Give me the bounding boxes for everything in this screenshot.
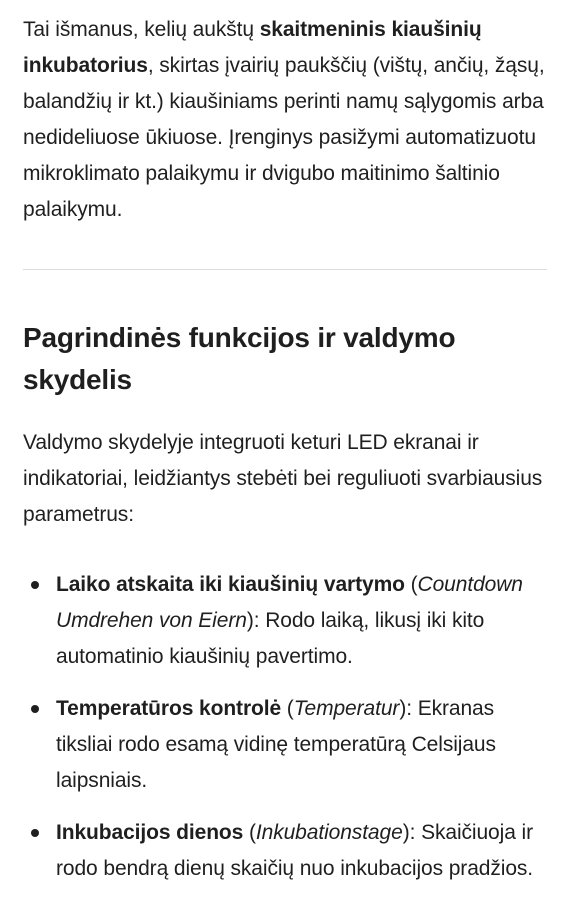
feature-title: Laiko atskaita iki kiaušinių vartymo: [56, 573, 405, 596]
paren-open: (: [281, 697, 294, 720]
bullet-icon: [31, 829, 39, 837]
paren-open: (: [404, 573, 418, 596]
paren-close: ):: [402, 821, 422, 844]
bullet-icon: [31, 705, 39, 713]
paren-open: (: [243, 821, 256, 844]
feature-original-term: Inkubationstage: [255, 821, 403, 844]
feature-original-term: Temperatur: [293, 697, 400, 720]
article-content: [23, 12, 550, 903]
feature-description: Rodo laiką, likusį iki kito automatinio kiaušinių pavertimo.: [56, 609, 485, 668]
paren-close: ):: [246, 609, 266, 632]
intro-text-end: , skirtas įvairių paukščių (vištų, ančių, žąsų, balandžių ir kt.) kiaušiniams perinti namų sąlygomis arba nedideliuose ūkiuose. Įrenginys pasižymi automatizuotu mikroklimato palaikymu ir dvigubo maitinimo šaltinio palaikymu.: [23, 54, 545, 221]
feature-list: [23, 567, 550, 887]
list-item: [23, 691, 550, 799]
feature-title: Temperatūros kontrolė: [56, 697, 282, 720]
feature-title: Inkubacijos dienos: [56, 821, 244, 844]
intro-paragraph: [23, 12, 550, 228]
bullet-icon: [31, 581, 39, 589]
list-item: [23, 567, 550, 675]
section-divider: [23, 269, 547, 270]
feature-description: Skaičiuoja ir rodo bendrą dienų skaičių nuo inkubacijos pradžios.: [56, 821, 534, 880]
intro-text-start: Tai išmanus, kelių aukštų: [23, 18, 260, 41]
paren-close: ):: [399, 697, 418, 720]
feature-original-term: Countdown Umdrehen von Eiern: [56, 573, 523, 632]
feature-description: Ekranas tiksliai rodo esamą vidinę temperatūrą Celsijaus laipsniais.: [56, 697, 496, 792]
section-intro-paragraph: Valdymo skydelyje integruoti keturi LED ekranai ir indikatoriai, leidžiantys stebėti bei reguliuoti svarbiausius parametrus:: [23, 431, 543, 526]
list-item: [23, 815, 550, 887]
section-heading: Pagrindinės funkcijos ir valdymo skydelis: [23, 322, 456, 395]
intro-product-name: skaitmeninis kiaušinių inkubatorius: [23, 18, 482, 77]
